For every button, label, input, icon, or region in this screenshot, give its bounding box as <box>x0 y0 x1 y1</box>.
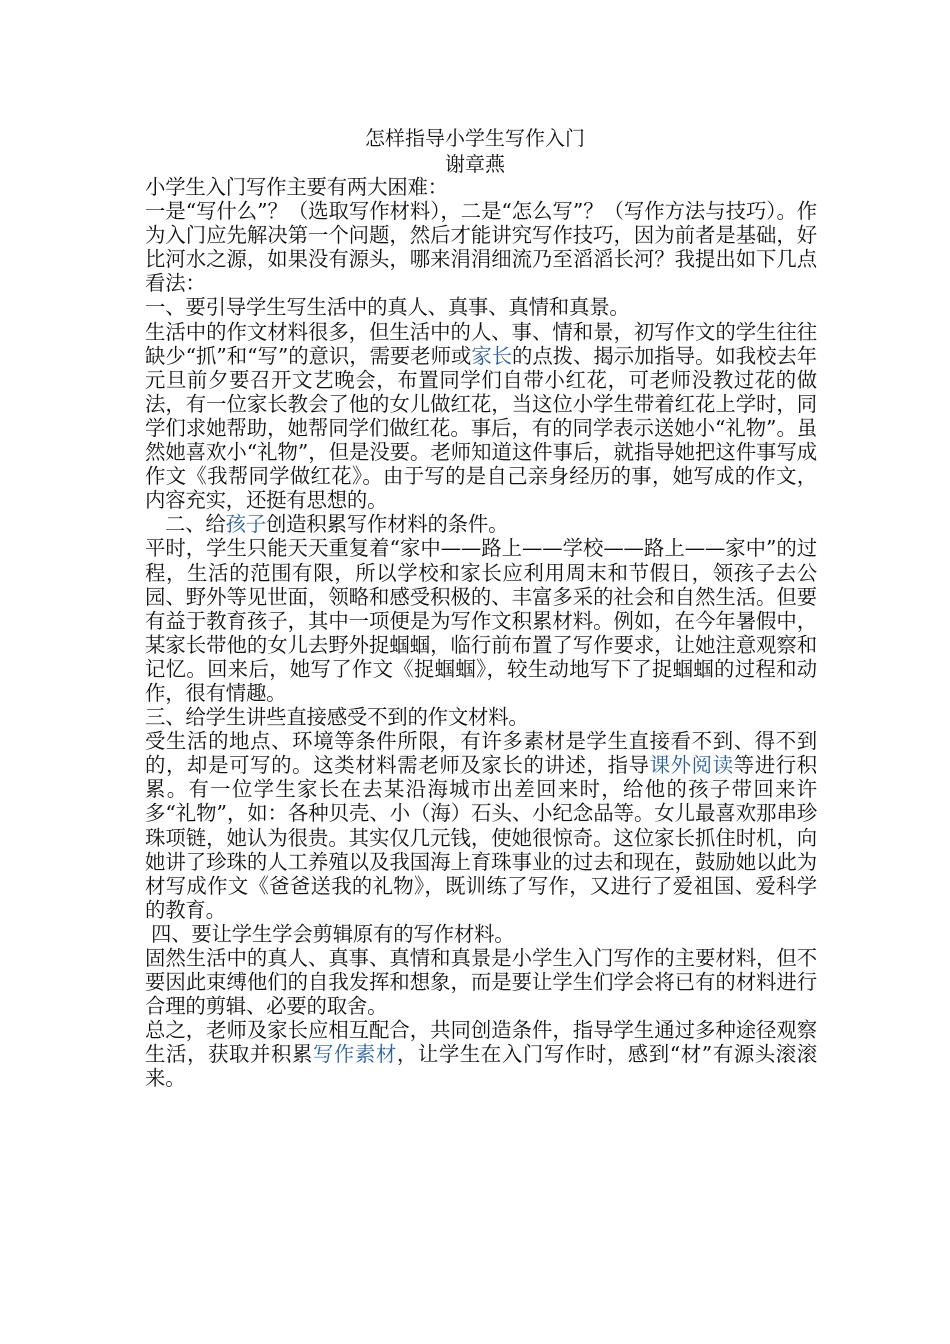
paragraph-text: ，让学生在入门写作时，感到“材”有源头滚滚来。 <box>145 1042 817 1091</box>
paragraph-text: 小学生入门写作主要有两大困难： <box>145 175 448 199</box>
paragraph <box>145 512 817 536</box>
paragraph-text: 一、要引导学生写生活中的真人、真事、真情和真景。 <box>145 295 630 320</box>
inline-link[interactable]: 课外阅读 <box>649 753 734 778</box>
paragraph-text: 的点拨、揭示加指导。如我校去年元旦前夕要召开文艺晚会，布置同学们自带小红花，可老师没教过花的做法，有一位家长教会了他的女儿做红花，当这位小学生带着红花上学时，同学们求她帮助，她帮同学们做红花。事后，有的同学表示送她小“礼物”。虽然她喜欢小“礼物”，但是没要。老师知道这件事后，就指导她把这件事写成作文《我帮同学做红花》。由于写的是自己亲身经历的事，她写成的作文，内容充实，还挺有思想的。 <box>145 343 817 513</box>
inline-link[interactable]: 家长 <box>471 343 512 368</box>
document-title: 怎样指导小学生写作入门 <box>365 126 585 150</box>
document-body <box>145 175 817 1091</box>
paragraph-text: 受生活的地点、环境等条件所限，有许多素材是学生直接看不到、得不到的，却是可写的。这类材料需老师及家长的讲述，指导 <box>145 729 817 778</box>
paragraph-text: 四、要让学生学会剪辑原有的写作材料。 <box>151 921 515 946</box>
paragraph-text: 生活中的作文材料很多，但生活中的人、事、情和景，初写作文的学生往往缺少“抓”和“写”的意识，需要老师或 <box>145 319 817 368</box>
paragraph <box>145 729 817 922</box>
paragraph <box>145 199 817 295</box>
paragraph <box>145 295 817 319</box>
paragraph <box>145 175 817 199</box>
inline-link[interactable]: 写作素材 <box>312 1042 397 1067</box>
paragraph <box>145 1018 817 1090</box>
paragraph-text: 固然生活中的真人、真事、真情和真景是小学生入门写作的主要材料，但不要因此束缚他们的自我发挥和想象，而是要让学生们学会将已有的材料进行合理的剪辑、必要的取舍。 <box>145 946 817 1019</box>
paragraph <box>145 922 817 946</box>
document-author: 谢章燕 <box>445 152 505 176</box>
paragraph-text: 总之，老师及家长应相互配合，共同创造条件，指导学生通过多种途径观察生活，获取并积累 <box>145 1018 817 1067</box>
paragraph-text: 一是“写什么”？（选取写作材料），二是“怎么写”？（写作方法与技巧）。作为入门应先解决第一个问题，然后才能讲究写作技巧，因为前者是基础，好比河水之源，如果没有源头，哪来涓涓细流乃至滔滔长河？我提出如下几点看法： <box>145 199 817 296</box>
paragraph-text: 二、给 <box>165 512 226 537</box>
paragraph-text: 创造积累写作材料的条件。 <box>265 512 509 537</box>
paragraph <box>145 705 817 729</box>
paragraph <box>145 946 817 1018</box>
paragraph <box>145 320 817 513</box>
paragraph-text: 平时，学生只能天天重复着“家中——路上——学校——路上——家中”的过程，生活的范围有限，所以学校和家长应利用周末和节假日，领孩子去公园、野外等见世面，领略和感受积极的、丰富多采的社会和自然生活。但要有益于教育孩子，其中一项便是为写作文积累材料。例如，在今年暑假中，某家长带他的女儿去野外捉蝈蝈，临行前布置了写作要求，让她注意观察和记忆。回来后，她写了作文《捉蝈蝈》，较生动地写下了捉蝈蝈的过程和动作，很有情趣。 <box>145 536 817 705</box>
paragraph-text: 等进行积累。有一位学生家长在去某沿海城市出差回来时，给他的孩子带回来许多“礼物”，如：各种贝壳、小（海）石头、小纪念品等。女儿最喜欢那串珍珠项链，她认为很贵。其实仅几元钱，使她很惊奇。这位家长抓住时机，向她讲了珍珠的人工养殖以及我国海上育珠事业的过去和现在，鼓励她以此为材写成作文《爸爸送我的礼物》，既训练了写作，又进行了爱祖国、爱科学的教育。 <box>145 753 818 922</box>
paragraph-text: 三、给学生讲些直接感受不到的作文材料。 <box>145 705 529 730</box>
paragraph <box>145 536 817 705</box>
inline-link[interactable]: 孩子 <box>225 512 266 537</box>
